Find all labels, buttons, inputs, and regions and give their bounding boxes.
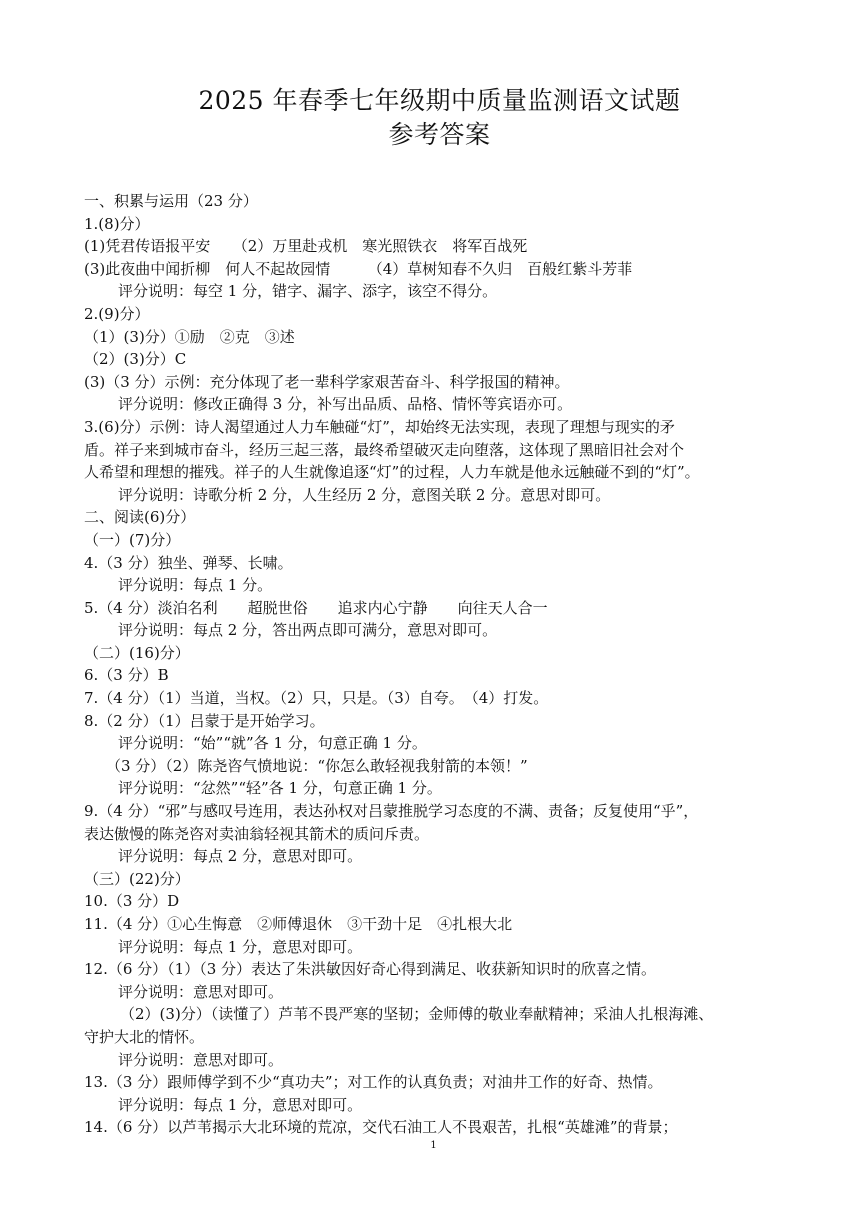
text-line: 10.（3 分）D [84,892,180,911]
text-line: 13.（3 分）跟师傅学到不少“真功夫”；对工作的认真负责；对油井工作的好奇、热情。 [84,1073,663,1092]
text-line: 评分说明：意思对即可。 [118,982,284,1001]
text-line: 评分说明：每空 1 分，错字、漏字、添字，该空不得分。 [118,282,498,301]
text-line: 6.（3 分）B [84,666,169,685]
text-line: 评分说明：每点 2 分，意思对即可。 [118,847,363,866]
text-line: 8.（2 分）（1）吕蒙于是开始学习。 [84,711,325,730]
text-line: 评分说明：修改正确得 3 分，补写出品质、品格、情怀等宾语亦可。 [118,395,573,414]
text-line: 14.（6 分）以芦苇揭示大北环境的荒凉，交代石油工人不畏艰苦，扎根“英雄滩”的背景； [84,1118,678,1137]
text-line: 1.(8)分） [84,214,150,233]
text-line: （1）(3)分）①励 ②克 ③述 [84,327,295,346]
text-line: 9.（4 分）“邪”与感叹号连用，表达孙权对吕蒙推脱学习态度的不满、责备；反复使用“乎”， [84,802,699,821]
text-line: 7.（4 分）（1）当道，当权。（2）只，只是。（3）自夸。 （4）打发。 [84,689,549,708]
page-number: 1 [430,1140,437,1151]
text-line: 评分说明：诗歌分析 2 分，人生经历 2 分，意图关联 2 分。意思对即可。 [118,485,611,504]
text-line: 表达傲慢的陈尧咨对卖油翁轻视其箭术的质问斥责。 [84,824,430,843]
document-title: 2025 年春季七年级期中质量监测语文试题 [198,86,681,115]
text-line: 守护大北的情怀。 [84,1027,205,1046]
text-line: 二、阅读(6)分） [84,508,196,527]
text-line: （二）(16)分） [84,643,190,662]
text-line: 盾。祥子来到城市奋斗，经历三起三落，最终希望破灭走向堕落，这体现了黑暗旧社会对个 [84,440,685,459]
text-line: 评分说明：“始”“就”各 1 分，句意正确 1 分。 [118,734,427,753]
text-line: （2）(3)分）（读懂了）芦苇不畏严寒的坚韧；金师傅的敬业奉献精神；采油人扎根海滩、 [120,1005,714,1024]
text-line: 评分说明：每点 2 分，答出两点即可满分，意思对即可。 [118,621,498,640]
text-line: 4.（3 分）独坐、弹琴、长啸。 [84,553,293,572]
text-line: 3.(6)分）示例：诗人渴望通过人力车触碰“灯”，却始终无法实现，表现了理想与现实的矛 [84,417,675,436]
text-line: (3)此夜曲中闻折柳 何人不起故园情 （4）草树知春不久归 百般红紫斗芳菲 [84,259,633,278]
text-line: （一）(7)分） [84,530,181,549]
text-line: (1)凭君传语报平安 （2）万里赴戎机 寒光照铁衣 将军百战死 [84,237,528,256]
text-line: （2）(3)分）C [84,350,187,369]
text-line: 评分说明：意思对即可。 [118,1050,284,1069]
text-line: 评分说明：每点 1 分。 [118,576,273,595]
text-line: 人希望和理想的摧残。祥子的人生就像追逐“灯”的过程，人力车就是他永远触碰不到的“灯”。 [84,463,700,482]
text-line: 5.（4 分）淡泊名利 超脱世俗 追求内心宁静 向往天人合一 [84,598,548,617]
document-subtitle: 参考答案 [388,120,491,149]
text-line: 2.(9)分） [84,304,150,323]
text-line: 评分说明：每点 1 分，意思对即可。 [118,1095,363,1114]
text-line: 12.（6 分）（1）（3 分）表达了朱洪敏因好奇心得到满足、收获新知识时的欣喜之情。 [84,960,657,979]
answer-body [84,190,795,1139]
text-line: （三）(22)分） [84,869,190,888]
text-line: 评分说明：每点 1 分，意思对即可。 [118,937,363,956]
text-line: 11.（4 分）①心生悔意 ②师傅退休 ③干劲十足 ④扎根大北 [84,915,513,933]
text-line: 评分说明：“忿然”“轻”各 1 分，句意正确 1 分。 [118,779,442,798]
text-line: (3)（3 分）示例：充分体现了老一辈科学家艰苦奋斗、科学报国的精神。 [84,372,570,391]
text-line: 一、积累与运用（23 分） [84,192,258,210]
text-line: （3 分）（2）陈尧咨气愤地说：“你怎么敢轻视我射箭的本领！” [106,756,528,775]
